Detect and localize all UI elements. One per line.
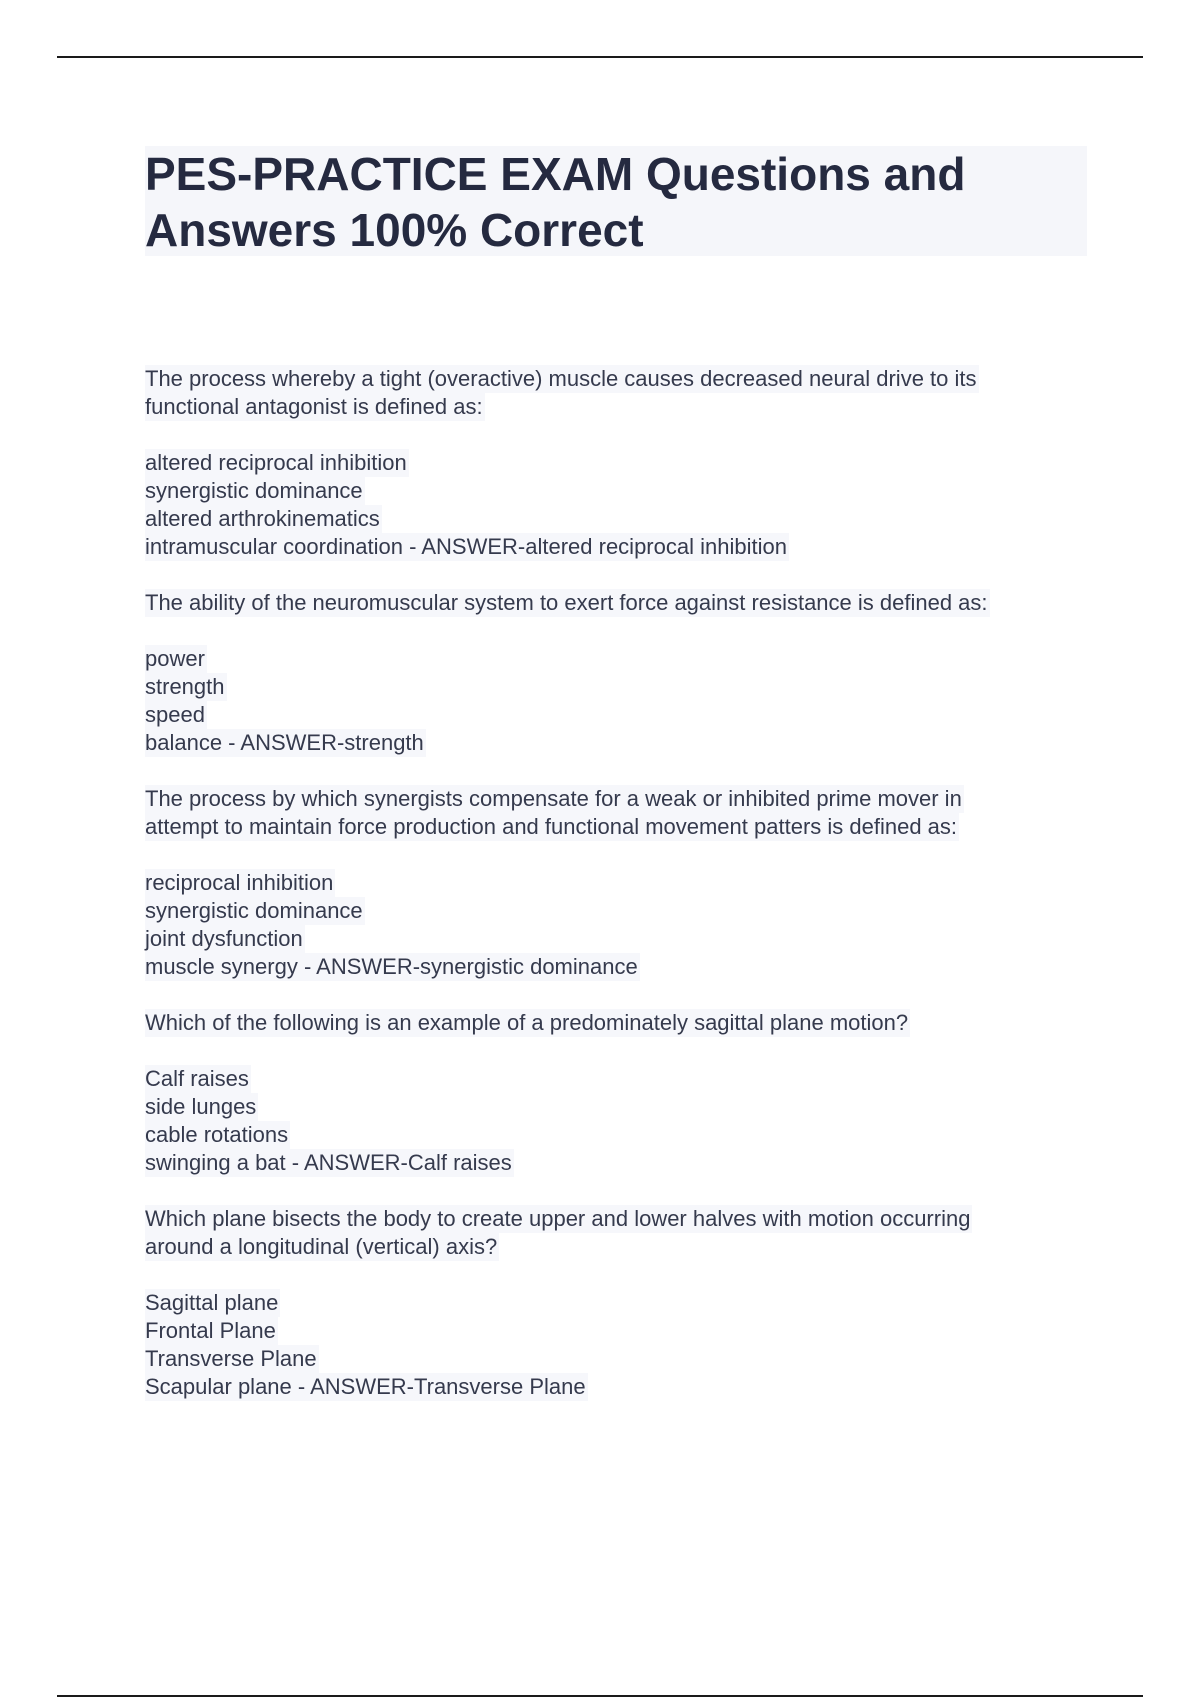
option-list	[145, 869, 1095, 981]
question-line: functional antagonist is defined as:	[145, 394, 483, 419]
question-text	[145, 1009, 1095, 1037]
option-item: synergistic dominance	[145, 898, 363, 923]
option-answer: Scapular plane - ANSWER-Transverse Plane	[145, 1374, 586, 1399]
top-divider	[57, 56, 1143, 58]
option-list	[145, 449, 1095, 561]
bottom-divider	[57, 1695, 1143, 1697]
question-text	[145, 785, 1095, 841]
option-item: joint dysfunction	[145, 926, 303, 951]
option-item: altered arthrokinematics	[145, 506, 380, 531]
option-list	[145, 1065, 1095, 1177]
question-line: around a longitudinal (vertical) axis?	[145, 1234, 498, 1259]
option-item: altered reciprocal inhibition	[145, 450, 407, 475]
option-item: Transverse Plane	[145, 1346, 317, 1371]
option-list	[145, 1289, 1095, 1401]
option-answer: intramuscular coordination - ANSWER-altered reciprocal inhibition	[145, 534, 787, 559]
option-answer: swinging a bat - ANSWER-Calf raises	[145, 1150, 512, 1175]
question-line: attempt to maintain force production and functional movement patters is defined as:	[145, 814, 958, 839]
option-answer: balance - ANSWER-strength	[145, 730, 424, 755]
title-line: PES-PRACTICE EXAM Questions and	[145, 148, 966, 200]
document-title	[145, 146, 1045, 258]
question-text	[145, 589, 1095, 617]
option-list	[145, 645, 1095, 757]
option-item: Calf raises	[145, 1066, 249, 1091]
question-block	[145, 785, 1095, 981]
question-block	[145, 1205, 1095, 1401]
question-block	[145, 1009, 1095, 1177]
question-text	[145, 365, 1095, 421]
question-line: The ability of the neuromuscular system to exert force against resistance is defined as:	[145, 590, 988, 615]
option-item: Frontal Plane	[145, 1318, 276, 1343]
question-block	[145, 365, 1095, 561]
question-block	[145, 589, 1095, 757]
title-line: Answers 100% Correct	[145, 204, 644, 256]
question-line: The process whereby a tight (overactive) muscle causes decreased neural drive to its	[145, 366, 977, 391]
option-item: reciprocal inhibition	[145, 870, 334, 895]
option-item: power	[145, 646, 205, 671]
question-line: The process by which synergists compensate for a weak or inhibited prime mover in	[145, 786, 962, 811]
option-item: Sagittal plane	[145, 1290, 279, 1315]
question-line: Which plane bisects the body to create upper and lower halves with motion occurring	[145, 1206, 971, 1231]
qa-list	[145, 365, 1095, 1429]
option-item: cable rotations	[145, 1122, 289, 1147]
question-text	[145, 1205, 1095, 1261]
option-answer: muscle synergy - ANSWER-synergistic dominance	[145, 954, 638, 979]
option-item: speed	[145, 702, 205, 727]
question-line: Which of the following is an example of a predominately sagittal plane motion?	[145, 1010, 909, 1035]
option-item: synergistic dominance	[145, 478, 363, 503]
option-item: side lunges	[145, 1094, 257, 1119]
option-item: strength	[145, 674, 225, 699]
